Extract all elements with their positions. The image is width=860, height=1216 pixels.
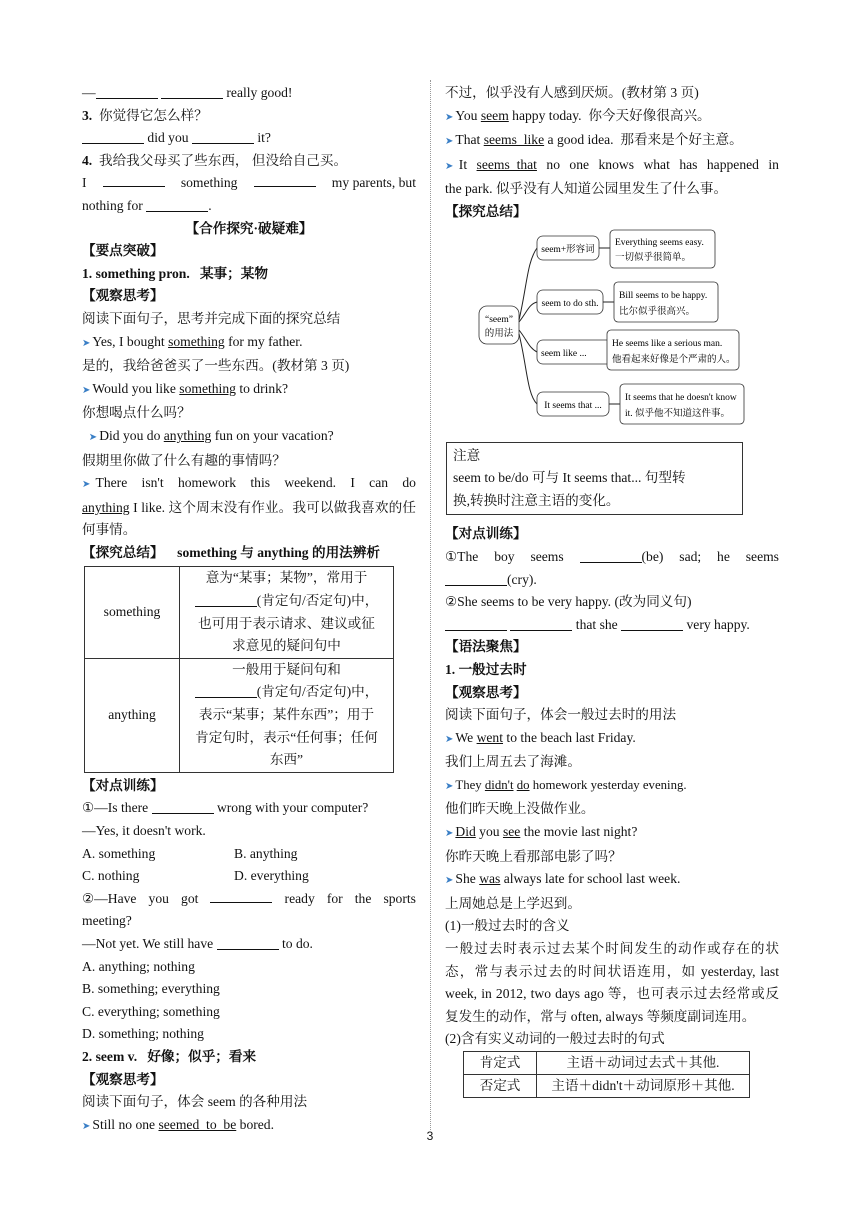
arrow-icon: ➤ — [82, 479, 91, 491]
paragraph-title: (1)一般过去时的含义 — [445, 918, 570, 934]
left-column — [82, 82, 416, 1138]
arrow-icon: ➤ — [82, 1120, 91, 1132]
fill-blank[interactable] — [161, 84, 223, 99]
mindmap-connector — [519, 334, 537, 404]
instruction-1: 阅读下面句子，思考并完成下面的探究总结 — [82, 310, 341, 326]
arrow-icon: ➤ — [445, 160, 454, 172]
fill-blank[interactable] — [621, 616, 683, 631]
svg-text:seem like ...: seem like ... — [541, 348, 587, 359]
drill-heading: 【对点训练】 — [82, 777, 164, 793]
fill-blank[interactable] — [254, 172, 316, 187]
example-sentence: ➤ Did you see the movie last night? — [445, 824, 638, 840]
sentence-pattern-table — [463, 1051, 750, 1098]
drill-question-2: ②—Have you got ready for the sports — [82, 888, 416, 911]
arrow-icon: ➤ — [445, 828, 454, 840]
item-2-heading: 2. seem v. 好像；似乎；看来 — [82, 1048, 257, 1064]
arrow-icon: ➤ — [82, 384, 91, 396]
option[interactable]: B. something; everything — [82, 981, 220, 997]
arrow-icon: ➤ — [82, 337, 91, 349]
note-box: 注意 seem to be/do 可与 It seems that... 句型转 换,转换时注意主语的变化。 — [446, 442, 743, 516]
drill-answer-2: that she very happy. — [445, 614, 779, 637]
example-sentence: ➤ You seem happy today. 你今天好像很高兴。 — [445, 107, 711, 123]
option-row — [82, 865, 416, 888]
fill-blank[interactable] — [192, 129, 254, 144]
example-translation: 不过，似乎没有人感到厌烦。(教材第 3 页) — [445, 85, 699, 100]
svg-text:比尔似乎很高兴。: 比尔似乎很高兴。 — [619, 306, 696, 317]
example-sentence: ➤ We went to the beach last Friday. — [445, 729, 636, 745]
table-row — [85, 658, 394, 772]
drill-answer-1: —Yes, it doesn't work. — [82, 823, 206, 838]
option[interactable]: D. something; nothing — [82, 1026, 204, 1042]
example-sentence-cont: anything I like. 这个周末没有作业。我可以做我喜欢的任何事情。 — [82, 499, 416, 538]
example-translation: 假期里你做了什么有趣的事情吗？ — [82, 452, 286, 468]
question-3: 3. 你觉得它怎么样？ — [82, 107, 208, 123]
svg-text:Bill seems to be happy.: Bill seems to be happy. — [619, 290, 708, 301]
table-cell-pattern: 主语＋didn't＋动词原形＋其他. — [537, 1075, 750, 1098]
drill-question-1: ①—Is there wrong with your computer? — [82, 800, 369, 816]
svg-text:他看起来好像是个严肃的人。: 他看起来好像是个严肃的人。 — [612, 354, 736, 365]
fill-blank[interactable] — [580, 548, 642, 563]
instruction: 阅读下面句子，体会一般过去时的用法 — [445, 707, 677, 723]
mindmap-center-text: 的用法 — [484, 328, 514, 339]
paragraph-text: 一般过去时表示过去某个时间发生的动作或存在的状态，常与表示过去的时间状语连用，如 yesterday, last week, in 2012, two days ago 等，也可表示过去经常或反复发生的动作，常与 often, always 等频度副词连用。 — [445, 941, 779, 1024]
paragraph-title: (2)含有实义动词的一般过去时的句式 — [445, 1031, 665, 1047]
example-sentence: ➤ It seems that no one knows what has happened in — [445, 156, 779, 172]
key-points-heading: 【要点突破】 — [82, 243, 164, 259]
right-column — [445, 82, 779, 1098]
example-sentence: ➤ Did you do anything fun on your vacation? — [88, 427, 334, 443]
option[interactable]: C. everything; something — [82, 1003, 220, 1019]
table-cell-type: 肯定式 — [464, 1052, 537, 1075]
question-3-answer: did you it? — [82, 127, 416, 150]
table-cell-word: something — [85, 567, 180, 658]
svg-text:seem+形容词: seem+形容词 — [541, 244, 595, 255]
seem-usage-mindmap — [475, 226, 747, 436]
arrow-icon: ➤ — [445, 136, 454, 148]
fill-blank[interactable] — [103, 172, 165, 187]
option[interactable]: A. something — [82, 845, 156, 861]
svg-text:Everything seems easy.: Everything seems easy. — [615, 237, 704, 248]
svg-text:It seems that ...: It seems that ... — [544, 400, 602, 411]
example-sentence: ➤ They didn't do homework yesterday evening. — [445, 777, 687, 792]
fill-blank[interactable] — [210, 888, 272, 903]
svg-text:seem to do sth.: seem to do sth. — [541, 298, 599, 309]
observe-heading: 【观察思考】 — [445, 684, 527, 700]
item-1-heading: 1. something pron. 某事；某物 — [82, 265, 268, 281]
table-row — [464, 1075, 750, 1098]
fill-blank[interactable] — [510, 616, 572, 631]
drill-question-2-end: meeting? — [82, 913, 132, 929]
svg-text:it. 似乎他不知道这件事。: it. 似乎他不知道这件事。 — [625, 408, 731, 419]
fill-blank[interactable] — [195, 592, 257, 607]
option[interactable]: C. nothing — [82, 868, 140, 884]
option-row — [82, 843, 416, 866]
table-cell-pattern: 主语＋动词过去式＋其他. — [537, 1052, 750, 1075]
summary-heading: 【探究总结】 something 与 anything 的用法辨析 — [82, 544, 380, 560]
arrow-icon: ➤ — [445, 111, 454, 123]
fill-blank[interactable] — [195, 683, 257, 698]
drill-question-1: ①The boy seems (be) sad; he seems — [445, 548, 779, 564]
option[interactable]: D. everything — [234, 868, 309, 884]
svg-text:It seems that he doesn't know: It seems that he doesn't know — [625, 392, 737, 403]
option[interactable]: B. anything — [234, 845, 298, 861]
svg-text:一切似乎很简单。: 一切似乎很简单。 — [615, 252, 692, 263]
drill-answer-2: —Not yet. We still have to do. — [82, 935, 313, 951]
example-sentence: ➤ There isn't homework this weekend. I can do — [82, 475, 416, 491]
example-translation: 是的，我给爸爸买了一些东西。(教材第 3 页) — [82, 358, 350, 374]
question-4: 4. 我给我父母买了些东西， 但没给自己买。 — [82, 152, 348, 168]
fill-blank[interactable] — [146, 197, 208, 212]
observe-heading: 【观察思考】 — [82, 288, 164, 304]
drill-question-1-end: (cry). — [445, 569, 779, 592]
arrow-icon: ➤ — [445, 733, 454, 745]
grammar-heading: 【语法聚焦】 — [445, 639, 527, 655]
example-sentence-cont: the park. 似乎没有人知道公园里发生了什么事。 — [445, 181, 728, 197]
grammar-item-1: 1. 一般过去时 — [445, 661, 527, 677]
column-divider — [430, 80, 431, 1130]
fill-blank[interactable] — [96, 84, 158, 99]
example-sentence: ➤ That seems like a good idea. 那看来是个好主意。 — [445, 132, 743, 148]
example-sentence: ➤ Yes, I bought something for my father. — [82, 333, 303, 349]
drill-question-2: ②She seems to be very happy. (改为同义句) — [445, 594, 692, 610]
arrow-icon: ➤ — [445, 780, 454, 792]
example-sentence: ➤ Would you like something to drink? — [82, 380, 289, 396]
page-number: 3 — [426, 1129, 434, 1143]
question-4-answer: I something my parents, but — [82, 172, 416, 195]
section-title: 【合作探究·破疑难】 — [185, 220, 313, 236]
arrow-icon: ➤ — [445, 875, 454, 887]
mindmap-center-text: “seem” — [485, 314, 513, 325]
example-translation: 我们上周五去了海滩。 — [445, 754, 581, 770]
table-row — [85, 567, 394, 658]
example-translation: 你想喝点什么吗？ — [82, 405, 191, 421]
example-translation: 你昨天晚上看那部电影了吗？ — [445, 848, 622, 864]
fill-blank[interactable] — [152, 799, 214, 814]
table-cell-type: 否定式 — [464, 1075, 537, 1098]
instruction-2: 阅读下面句子，体会 seem 的各种用法 — [82, 1094, 308, 1110]
fill-blank[interactable] — [217, 935, 279, 950]
answer-line-1: — really good! — [82, 85, 293, 100]
example-sentence: ➤ Still no one seemed to be bored. — [82, 1116, 274, 1132]
observe-heading: 【观察思考】 — [82, 1071, 164, 1087]
drill-heading: 【对点训练】 — [445, 526, 527, 542]
example-translation: 他们昨天晚上没做作业。 — [445, 801, 595, 817]
fill-blank[interactable] — [445, 616, 507, 631]
example-translation: 上周她总是上学迟到。 — [445, 895, 581, 911]
svg-text:He seems like a serious man.: He seems like a serious man. — [612, 338, 723, 349]
comparison-table — [84, 566, 394, 772]
example-sentence: ➤ She was always late for school last week. — [445, 871, 681, 887]
fill-blank[interactable] — [82, 129, 144, 144]
table-cell-usage: 意为“某事；某物”，常用于 (肯定句/否定句)中， 也可用于表示请求、建议或征 求意见的疑问句中 — [180, 567, 394, 658]
table-row — [464, 1052, 750, 1075]
arrow-icon: ➤ — [88, 431, 98, 443]
option[interactable]: A. anything; nothing — [82, 958, 195, 974]
question-4-answer-end: nothing for . — [82, 197, 212, 213]
summary-heading: 【探究总结】 — [445, 203, 527, 219]
table-cell-usage: 一般用于疑问句和 (肯定句/否定句)中， 表示“某事；某件东西”；用于 肯定句时，表示“任何事；任何 东西” — [180, 658, 394, 772]
note-title: 注意 — [453, 447, 481, 463]
fill-blank[interactable] — [445, 571, 507, 586]
table-cell-word: anything — [85, 658, 180, 772]
